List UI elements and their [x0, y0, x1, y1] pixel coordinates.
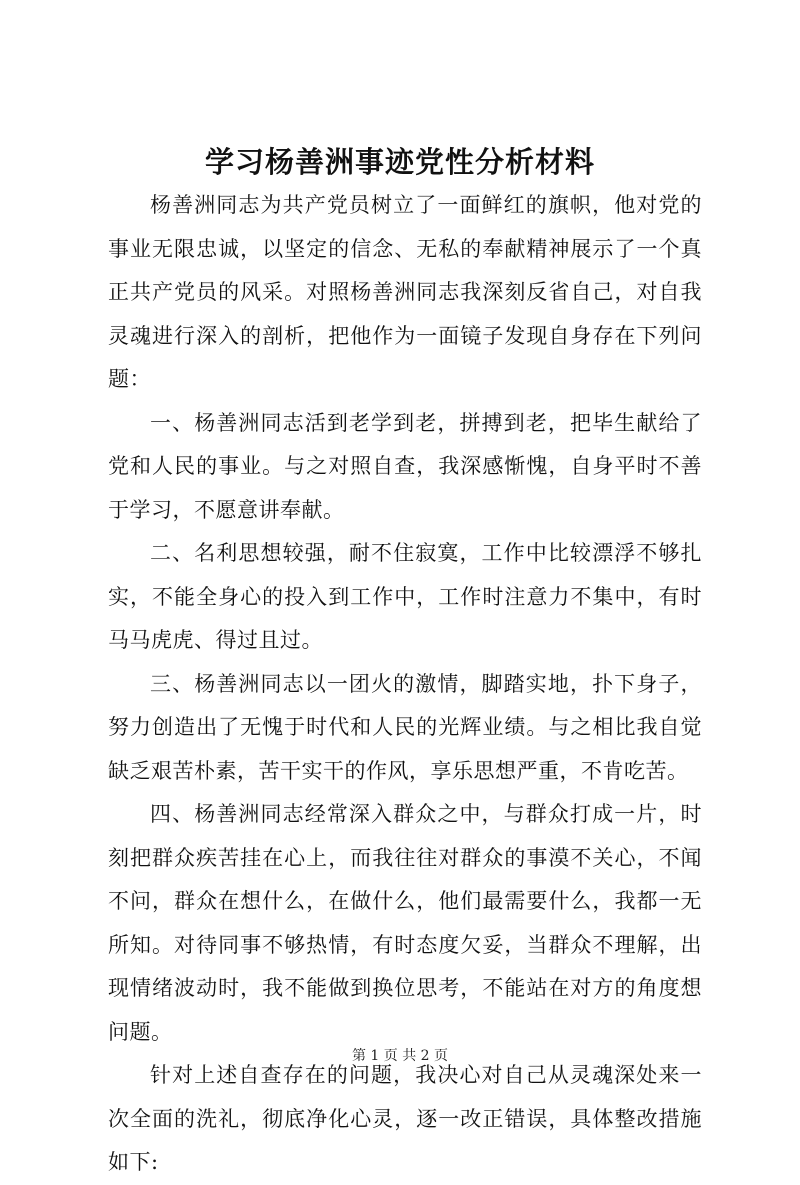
paragraph-point-2: 二、名利思想较强，耐不住寂寞，工作中比较漂浮不够扎实，不能全身心的投入到工作中，工作时注意力不集中，有时马马虎虎、得过且过。 — [108, 541, 702, 652]
page-number-footer: 第 1 页 共 2 页 — [351, 1048, 449, 1064]
paragraph-point-1: 一、杨善洲同志活到老学到老，拼搏到老，把毕生献给了党和人民的事业。与之对照自查，我深感惭愧，自身平时不善于学习，不愿意讲奉献。 — [108, 410, 702, 522]
paragraph-intro: 杨善洲同志为共产党员树立了一面鲜红的旗帜，他对党的事业无限忠诚，以坚定的信念、无私的奉献精神展示了一个真正共产党员的风采。对照杨善洲同志我深刻反省自己，对自我灵魂进行深入的剖析，把他作为一面镜子发现自身存在下列问题： — [108, 193, 702, 391]
paragraph-point-3: 三、杨善洲同志以一团火的激情，脚踏实地，扑下身子，努力创造出了无愧于时代和人民的光辉业绩。与之相比我自觉缺乏艰苦朴素，苦干实干的作风，享乐思想严重，不肯吃苦。 — [108, 671, 702, 783]
document-body — [108, 184, 702, 1185]
paragraph-rectification: 针对上述自查存在的问题，我决心对自己从灵魂深处来一次全面的洗礼，彻底净化心灵，逐一改正错误，具体整改措施如下: — [108, 1063, 702, 1174]
paragraph-point-4: 四、杨善洲同志经常深入群众之中，与群众打成一片，时刻把群众疾苦挂在心上，而我往往对群众的事漠不关心，不闻不问，群众在想什么，在做什么，他们最需要什么，我都一无所知。对待同事不够热情，有时态度欠妥，当群众不理解，出现情绪波动时，我不能做到换位思考，不能站在对方的角度想问题。 — [108, 802, 702, 1044]
document-title: 学习杨善洲事迹党性分析材料 — [204, 145, 595, 179]
